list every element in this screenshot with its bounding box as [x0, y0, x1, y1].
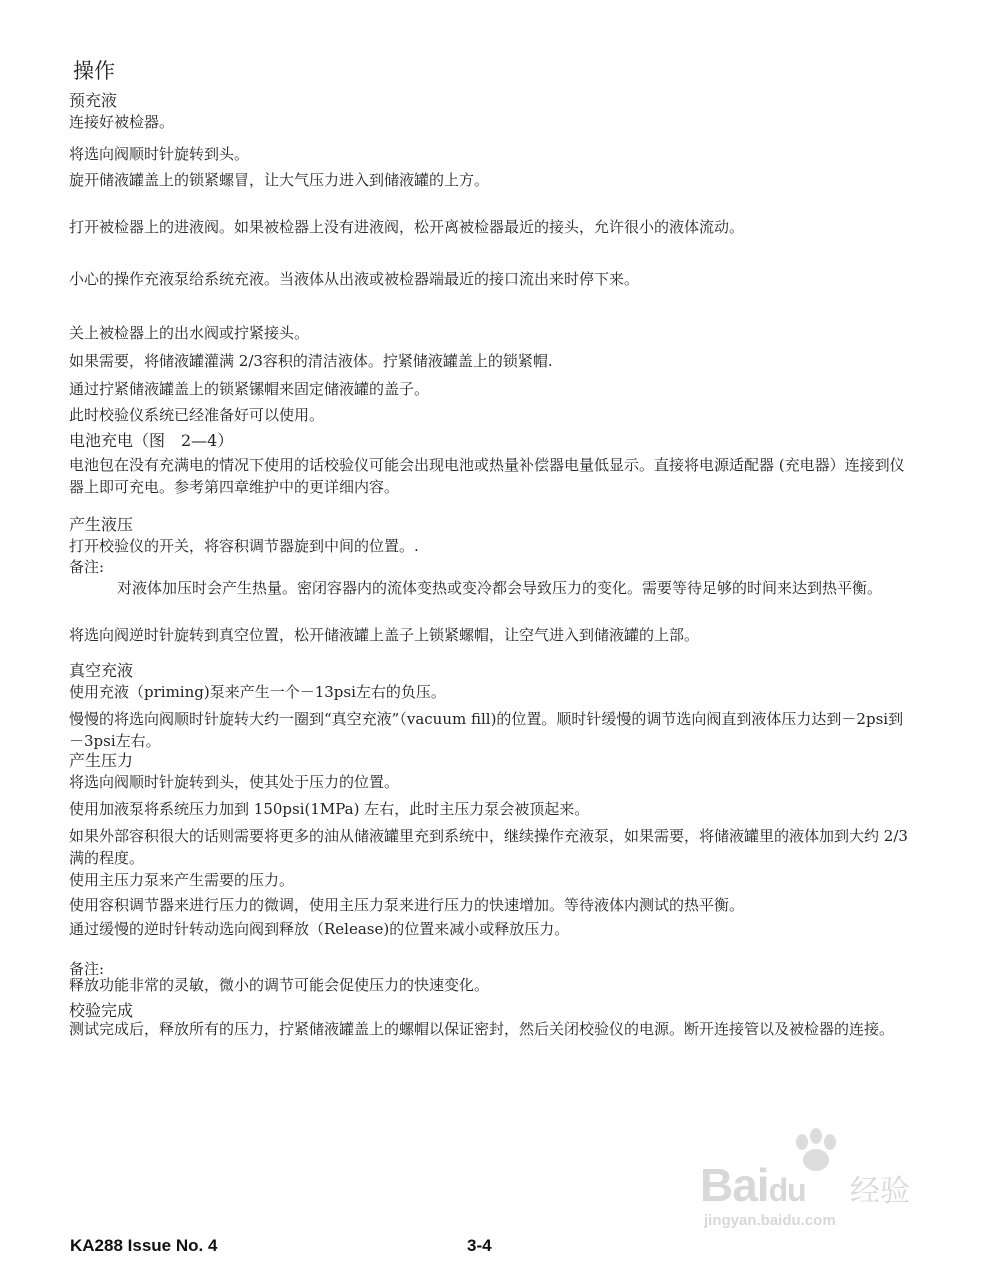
prefill-step: 连接好被检器。 [69, 113, 175, 131]
watermark-brand: Baidu [700, 1159, 806, 1211]
pressure-step: 使用加液泵将系统压力加到 150psi(1MPa) 左右，此时主压力泵会被顶起来。 [69, 800, 590, 818]
pressure-step: 使用主压力泵来产生需要的压力。 [69, 871, 295, 889]
watermark-url: jingyan.baidu.com [704, 1212, 836, 1229]
generate-text: 打开校验仪的开关，将容积调节器旋到中间的位置。. [69, 537, 419, 555]
section-title: 操作 [73, 59, 115, 83]
watermark [700, 1128, 930, 1238]
prefill-step: 小心的操作充液泵给系统充液。当液体从出液或被检器端最近的接口流出来时停下来。 [69, 270, 640, 288]
prefill-step: 打开被检器上的进液阀。如果被检器上没有进液阀，松开离被检器最近的接头，允许很小的液体流动。 [69, 218, 745, 236]
pressure-step: 将选向阀顺时针旋转到头，使其处于压力的位置。 [69, 773, 400, 791]
pressure-step: 如果外部容积很大的话则需要将更多的油从储液罐里充到系统中，继续操作充液泵，如果需要，将储液罐里的液体加到大约 2/3满的程度。 [69, 827, 908, 867]
vacuum-text: 使用充液（priming)泵来产生一个－13psi左右的负压。 [69, 683, 446, 701]
battery-heading: 电池充电（图 2—4） [69, 431, 234, 450]
pressure-step: 使用容积调节器来进行压力的微调，使用主压力泵来进行压力的快速增加。等待液体内测试的热平衡。 [69, 896, 745, 914]
pressure-step: 通过缓慢的逆时针转动选向阀到释放（Release)的位置来减小或释放压力。 [69, 920, 570, 938]
note-text: 对液体加压时会产生热量。密闭容器内的流体变热或变冷都会导致压力的变化。需要等待足够的时间来达到热平衡。 [117, 579, 883, 597]
footer-page-number: 3-4 [467, 1236, 492, 1255]
pressure-heading: 产生压力 [69, 751, 134, 770]
prefill-step: 将选向阀顺时针旋转到头。 [69, 145, 250, 163]
prefill-step: 此时校验仪系统已经准备好可以使用。 [69, 406, 325, 424]
battery-text: 电池包在没有充满电的情况下使用的话校验仪可能会出现电池或热量补偿器电量低显示。直接将电源适配器 (充电器）连接到仪器上即可充电。参考第四章维护中的更详细内容。 [69, 456, 905, 496]
generate-heading: 产生液压 [69, 515, 134, 534]
complete-heading: 校验完成 [69, 1001, 134, 1020]
note-text: 释放功能非常的灵敏，微小的调节可能会促使压力的快速变化。 [69, 976, 490, 994]
vacuum-heading: 真空充液 [69, 661, 134, 680]
watermark-cn: 经验 [850, 1175, 910, 1208]
footer-doc-id: KA288 Issue No. 4 [70, 1236, 218, 1255]
note-label: 备注: [69, 558, 105, 576]
prefill-heading: 预充液 [69, 91, 118, 110]
complete-text: 测试完成后，释放所有的压力，拧紧储液罐盖上的螺帽以保证密封，然后关闭校验仪的电源。断开连接管以及被检器的连接。 [69, 1020, 895, 1038]
prefill-step: 通过拧紧储液罐盖上的锁紧镙帽来固定储液罐的盖子。 [69, 380, 430, 398]
vacuum-text: 慢慢的将选向阀顺时针旋转大约一圈到“真空充液”（vacuum fill)的位置。顺时针缓慢的调节选向阀直到液体压力达到－2psi到－3psi左右。 [69, 710, 904, 750]
note-label: 备注: [69, 960, 105, 978]
prefill-step: 关上被检器上的出水阀或拧紧接头。 [69, 324, 310, 342]
prefill-step: 如果需要，将储液罐灌满 2/3容积的清洁液体。拧紧储液罐盖上的锁紧帽. [69, 352, 553, 370]
prefill-step: 旋开储液罐盖上的锁紧螺冒，让大气压力进入到储液罐的上方。 [69, 171, 490, 189]
generate-text: 将选向阀逆时针旋转到真空位置，松开储液罐上盖子上锁紧螺帽，让空气进入到储液罐的上部。 [69, 626, 700, 644]
